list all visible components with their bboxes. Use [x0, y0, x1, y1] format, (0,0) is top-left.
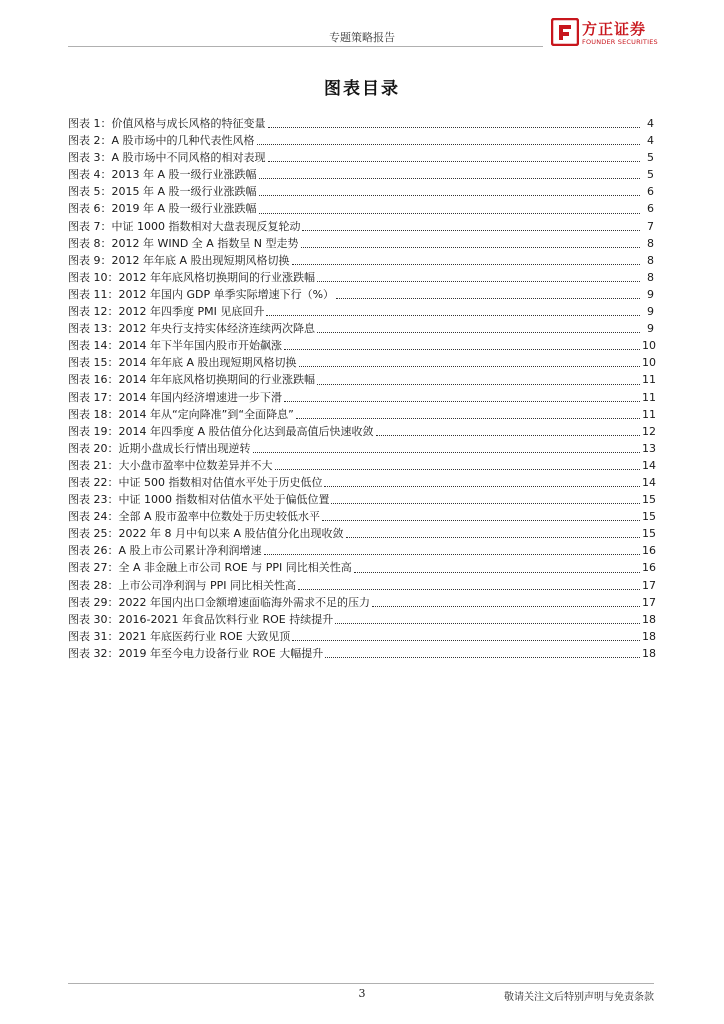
toc-entry-label[interactable]: 图表 11：2012 年国内 GDP 单季实际增速下行（%） — [68, 287, 335, 301]
toc-entry[interactable] — [68, 286, 654, 303]
page-title: 图表目录 — [324, 79, 400, 99]
header-divider — [68, 46, 543, 47]
toc-entry-page[interactable]: 4 — [647, 117, 654, 130]
toc-entry-page[interactable]: 7 — [647, 219, 654, 233]
toc-entry[interactable] — [68, 542, 654, 559]
toc-entry-label[interactable]: 图表 20：近期小盘成长行情出现逆转 — [68, 441, 251, 455]
toc-entry[interactable] — [68, 594, 654, 611]
toc-entry-page[interactable]: 9 — [647, 305, 654, 319]
toc-entry-page[interactable]: 18 — [642, 629, 656, 643]
toc-dot-leader — [346, 536, 641, 538]
toc-entry-label[interactable]: 图表 16：2014 年年底风格切换期间的行业涨跌幅 — [68, 373, 315, 387]
toc-entry-label[interactable]: 图表 7：中证 1000 指数相对大盘表现反复轮动 — [68, 219, 301, 233]
toc-entry-label[interactable]: 图表 3：A 股市场中不同风格的相对表现 — [68, 151, 266, 165]
footer-divider — [68, 983, 654, 984]
toc-dot-leader — [284, 400, 640, 402]
toc-entry[interactable] — [68, 303, 654, 320]
toc-entry[interactable] — [68, 508, 654, 525]
toc-entry[interactable] — [68, 200, 654, 217]
toc-entry-label[interactable]: 图表 14：2014 年下半年国内股市开始飙涨 — [68, 339, 282, 353]
toc-entry-label[interactable]: 图表 31：2021 年底医药行业 ROE 大致见顶 — [68, 629, 291, 643]
brand-name-en: FOUNDER SECURITIES — [582, 38, 658, 46]
footer-disclaimer: 敬请关注文后特别声明与免责条款 — [504, 992, 654, 1003]
toc-entry-label[interactable]: 图表 26：A 股上市公司累计净利润增速 — [68, 544, 262, 558]
toc-entry-page[interactable]: 8 — [647, 270, 654, 284]
toc-entry-page[interactable]: 16 — [642, 561, 656, 575]
toc-dot-leader — [299, 365, 640, 367]
toc-entry[interactable] — [68, 457, 654, 474]
toc-entry-page[interactable]: 11 — [642, 407, 656, 421]
toc-entry-page[interactable]: 14 — [642, 475, 656, 489]
toc-entry-label[interactable]: 图表 15：2014 年年底 A 股出现短期风格切换 — [68, 356, 297, 370]
toc-dot-leader — [275, 468, 641, 470]
toc-entry-label[interactable]: 图表 19：2014 年四季度 A 股估值分化达到最高值后快速收敛 — [68, 424, 374, 438]
toc-entry[interactable] — [68, 132, 654, 149]
toc-entry[interactable] — [68, 269, 654, 286]
toc-dot-leader — [317, 280, 640, 282]
toc-entry-label[interactable]: 图表 17：2014 年国内经济增速进一步下滑 — [68, 390, 282, 404]
toc-entry-label[interactable]: 图表 1：价值风格与成长风格的特征变量 — [68, 117, 266, 130]
toc-entry[interactable] — [68, 235, 654, 252]
toc-entry-label[interactable]: 图表 32：2019 年至今电力设备行业 ROE 大幅提升 — [68, 646, 324, 660]
toc-entry[interactable] — [68, 440, 654, 457]
toc-entry-page[interactable]: 11 — [642, 373, 656, 387]
toc-dot-leader — [257, 143, 640, 145]
toc-entry-page[interactable]: 6 — [647, 202, 654, 216]
toc-entry[interactable] — [68, 525, 654, 542]
toc-entry[interactable] — [68, 354, 654, 371]
toc-dot-leader — [298, 588, 640, 590]
toc-dot-leader — [296, 417, 640, 419]
toc-entry-page[interactable]: 15 — [642, 493, 656, 507]
toc-entry-page[interactable]: 12 — [642, 424, 656, 438]
toc-entry-label[interactable]: 图表 4：2013 年 A 股一级行业涨跌幅 — [68, 168, 257, 182]
toc-entry-label[interactable]: 图表 24：全部 A 股市盈率中位数处于历史较低水平 — [68, 510, 321, 524]
toc-entry-label[interactable]: 图表 5：2015 年 A 股一级行业涨跌幅 — [68, 185, 257, 199]
toc-dot-leader — [336, 297, 640, 299]
toc-entry-label[interactable]: 图表 2：A 股市场中的几种代表性风格 — [68, 134, 255, 148]
toc-entry-label[interactable]: 图表 12：2012 年四季度 PMI 见底回升 — [68, 305, 265, 319]
toc-entry-page[interactable]: 18 — [642, 646, 656, 660]
toc-dot-leader — [322, 519, 640, 521]
toc-dot-leader — [253, 451, 641, 453]
toc-entry-page[interactable]: 10 — [642, 339, 656, 353]
toc-entry[interactable] — [68, 337, 654, 354]
toc-entry[interactable] — [68, 218, 654, 235]
toc-entry-label[interactable]: 图表 6：2019 年 A 股一级行业涨跌幅 — [68, 202, 257, 216]
toc-entry[interactable] — [68, 611, 654, 628]
toc-entry-label[interactable]: 图表 21：大小盘市盈率中位数差异并不大 — [68, 458, 273, 472]
toc-entry-page[interactable]: 10 — [642, 356, 656, 370]
toc-entry-page[interactable]: 6 — [647, 185, 654, 199]
toc-entry-page[interactable]: 15 — [642, 527, 656, 541]
report-header-title: 专题策略报告 — [329, 31, 395, 44]
toc-dot-leader — [301, 246, 640, 248]
toc-entry[interactable] — [68, 423, 654, 440]
toc-dot-leader — [331, 502, 640, 504]
toc-entry-label[interactable]: 图表 23：中证 1000 指数相对估值水平处于偏低位置 — [68, 493, 330, 507]
toc-entry[interactable] — [68, 474, 654, 491]
toc-dot-leader — [292, 263, 640, 265]
toc-entry-page[interactable]: 17 — [642, 578, 656, 592]
toc-entry-page[interactable]: 5 — [647, 168, 654, 182]
toc-entry[interactable] — [68, 183, 654, 200]
figure-toc-list — [68, 115, 654, 662]
toc-entry-page[interactable]: 18 — [642, 612, 656, 626]
toc-entry[interactable] — [68, 389, 654, 406]
toc-entry-page[interactable]: 16 — [642, 544, 656, 558]
toc-dot-leader — [354, 571, 640, 573]
toc-entry-label[interactable]: 图表 13：2012 年央行支持实体经济连续两次降息 — [68, 322, 315, 336]
founder-logo-icon — [551, 18, 579, 46]
toc-entry-page[interactable]: 13 — [642, 441, 656, 455]
toc-entry[interactable] — [68, 559, 654, 576]
toc-entry-page[interactable]: 5 — [647, 151, 654, 165]
toc-entry[interactable] — [68, 406, 654, 423]
toc-dot-leader — [268, 160, 640, 162]
toc-dot-leader — [259, 212, 640, 214]
toc-entry[interactable] — [68, 149, 654, 166]
toc-entry[interactable] — [68, 371, 654, 388]
footer-page-number: 3 — [358, 987, 366, 1000]
toc-dot-leader — [376, 434, 640, 436]
toc-entry[interactable] — [68, 628, 654, 645]
toc-entry-page[interactable]: 11 — [642, 390, 656, 404]
toc-dot-leader — [317, 331, 640, 333]
toc-entry-label[interactable]: 图表 25：2022 年 8 月中旬以来 A 股估值分化出现收敛 — [68, 527, 344, 541]
toc-dot-leader — [292, 639, 640, 641]
toc-entry-page[interactable]: 4 — [647, 134, 654, 148]
toc-dot-leader — [259, 177, 640, 179]
toc-entry-page[interactable]: 14 — [642, 458, 656, 472]
toc-entry-page[interactable]: 9 — [647, 322, 654, 336]
toc-dot-leader — [268, 126, 641, 128]
toc-entry[interactable] — [68, 166, 654, 183]
toc-entry[interactable] — [68, 252, 654, 269]
toc-entry[interactable] — [68, 115, 654, 132]
toc-dot-leader — [325, 656, 640, 658]
toc-dot-leader — [264, 553, 640, 555]
toc-entry-label[interactable]: 图表 28：上市公司净利润与 PPI 同比相关性高 — [68, 578, 296, 592]
brand-name-cn: 方正证券 — [582, 20, 647, 38]
toc-dot-leader — [324, 485, 640, 487]
toc-entry[interactable] — [68, 320, 654, 337]
toc-entry-page[interactable]: 8 — [647, 236, 654, 250]
toc-entry-label[interactable]: 图表 18：2014 年从“定向降准”到“全面降息” — [68, 407, 294, 421]
toc-dot-leader — [372, 605, 640, 607]
toc-dot-leader — [284, 348, 640, 350]
toc-dot-leader — [259, 194, 640, 196]
toc-entry-label[interactable]: 图表 30：2016-2021 年食品饮料行业 ROE 持续提升 — [68, 612, 334, 626]
toc-entry-label[interactable]: 图表 22：中证 500 指数相对估值水平处于历史低位 — [68, 475, 323, 489]
toc-dot-leader — [302, 229, 640, 231]
toc-entry-page[interactable]: 9 — [647, 287, 654, 301]
toc-entry-label[interactable]: 图表 8：2012 年 WIND 全 A 指数呈 N 型走势 — [68, 236, 299, 250]
toc-entry[interactable] — [68, 491, 654, 508]
toc-entry-page[interactable]: 15 — [642, 510, 656, 524]
toc-dot-leader — [317, 383, 640, 385]
toc-entry-label[interactable]: 图表 9：2012 年年底 A 股出现短期风格切换 — [68, 253, 290, 267]
toc-entry-label[interactable]: 图表 10：2012 年年底风格切换期间的行业涨跌幅 — [68, 270, 315, 284]
toc-entry-page[interactable]: 8 — [647, 253, 654, 267]
toc-entry-label[interactable]: 图表 29：2022 年国内出口金额增速面临海外需求不足的压力 — [68, 595, 370, 609]
toc-entry[interactable] — [68, 577, 654, 594]
toc-entry-label[interactable]: 图表 27：全 A 非金融上市公司 ROE 与 PPI 同比相关性高 — [68, 561, 352, 575]
toc-entry[interactable] — [68, 645, 654, 662]
brand-logo — [551, 18, 659, 48]
toc-entry-page[interactable]: 17 — [642, 595, 656, 609]
toc-dot-leader — [335, 622, 640, 624]
toc-dot-leader — [266, 314, 640, 316]
